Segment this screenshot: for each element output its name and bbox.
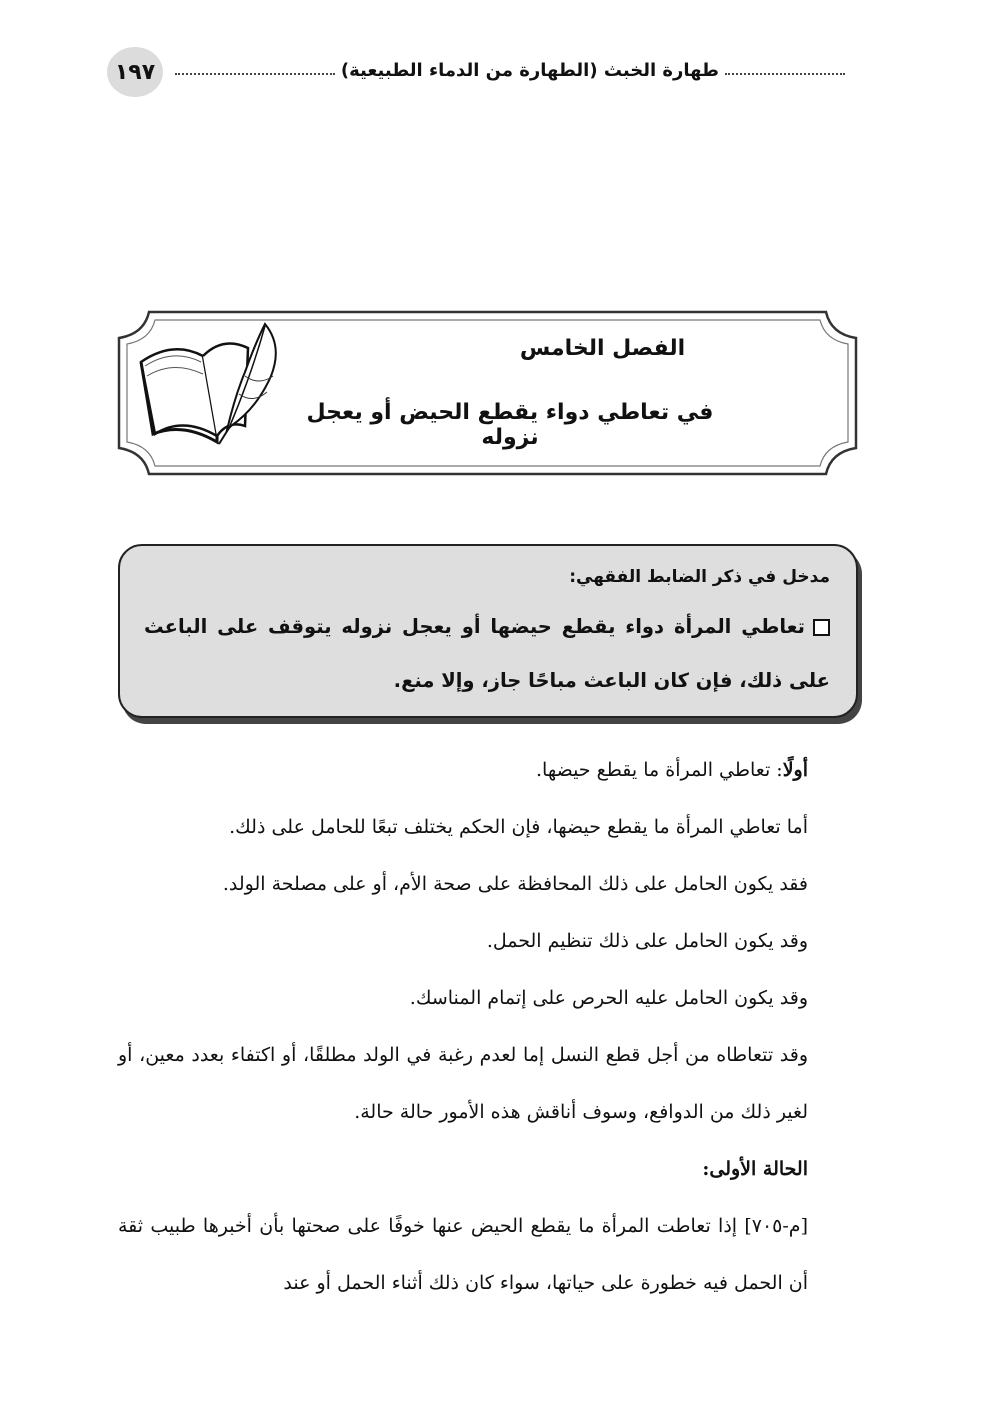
first-text: : تعاطي المرأة ما يقطع حيضها.	[536, 759, 783, 781]
intro-text-block	[144, 600, 830, 708]
checkbox-icon	[813, 619, 830, 636]
intro-text: تعاطي المرأة دواء يقطع حيضها أو يعجل نزوله يتوقف على الباعث على ذلك، فإن كان الباعث مباحًا جاز، وإلا منع.	[144, 615, 830, 692]
first-label: أولًا	[782, 759, 808, 781]
chapter-frame	[115, 308, 860, 478]
header-dots-left	[175, 73, 335, 75]
book-quill-icon	[133, 316, 283, 446]
first-line	[118, 742, 858, 799]
paragraph-1: أما تعاطي المرأة ما يقطع حيضها، فإن الحكم يختلف تبعًا للحامل على ذلك.	[229, 816, 808, 838]
body-text	[118, 742, 858, 1312]
paragraph-4: وقد يكون الحامل عليه الحرص على إتمام المناسك.	[409, 987, 808, 1009]
page-number: ١٩٧	[107, 47, 163, 97]
paragraph-6: [م-٧٠٥] إذا تعاطت المرأة ما يقطع الحيض عنها خوفًا على صحتها بأن أخبرها طبيب ثقة أن الحمل فيه خطورة على حياتها، سواء كان ذلك أثناء الحمل أو عند	[118, 1215, 808, 1294]
header-dots-right	[725, 73, 845, 75]
intro-heading: مدخل في ذكر الضابط الفقهي:	[569, 567, 830, 587]
paragraph-2: فقد يكون الحامل على ذلك المحافظة على صحة الأم، أو على مصلحة الولد.	[222, 873, 808, 895]
chapter-subtitle: في تعاطي دواء يقطع الحيض أو يعجل نزوله	[306, 400, 714, 450]
paragraph-3: وقد يكون الحامل على ذلك تنظيم الحمل.	[486, 930, 808, 952]
case-heading: الحالة الأولى:	[702, 1158, 808, 1180]
running-header	[175, 50, 845, 90]
paragraph-5: وقد تتعاطاه من أجل قطع النسل إما لعدم رغبة في الولد مطلقًا، أو اكتفاء بعدد معين، أو لغير ذلك من الدوافع، وسوف أناقش هذه الأمور حالة حالة.	[118, 1044, 808, 1123]
running-title: طهارة الخبث (الطهارة من الدماء الطبيعية)	[340, 59, 719, 81]
chapter-title: الفصل الخامس	[519, 336, 686, 361]
intro-box	[118, 544, 858, 718]
